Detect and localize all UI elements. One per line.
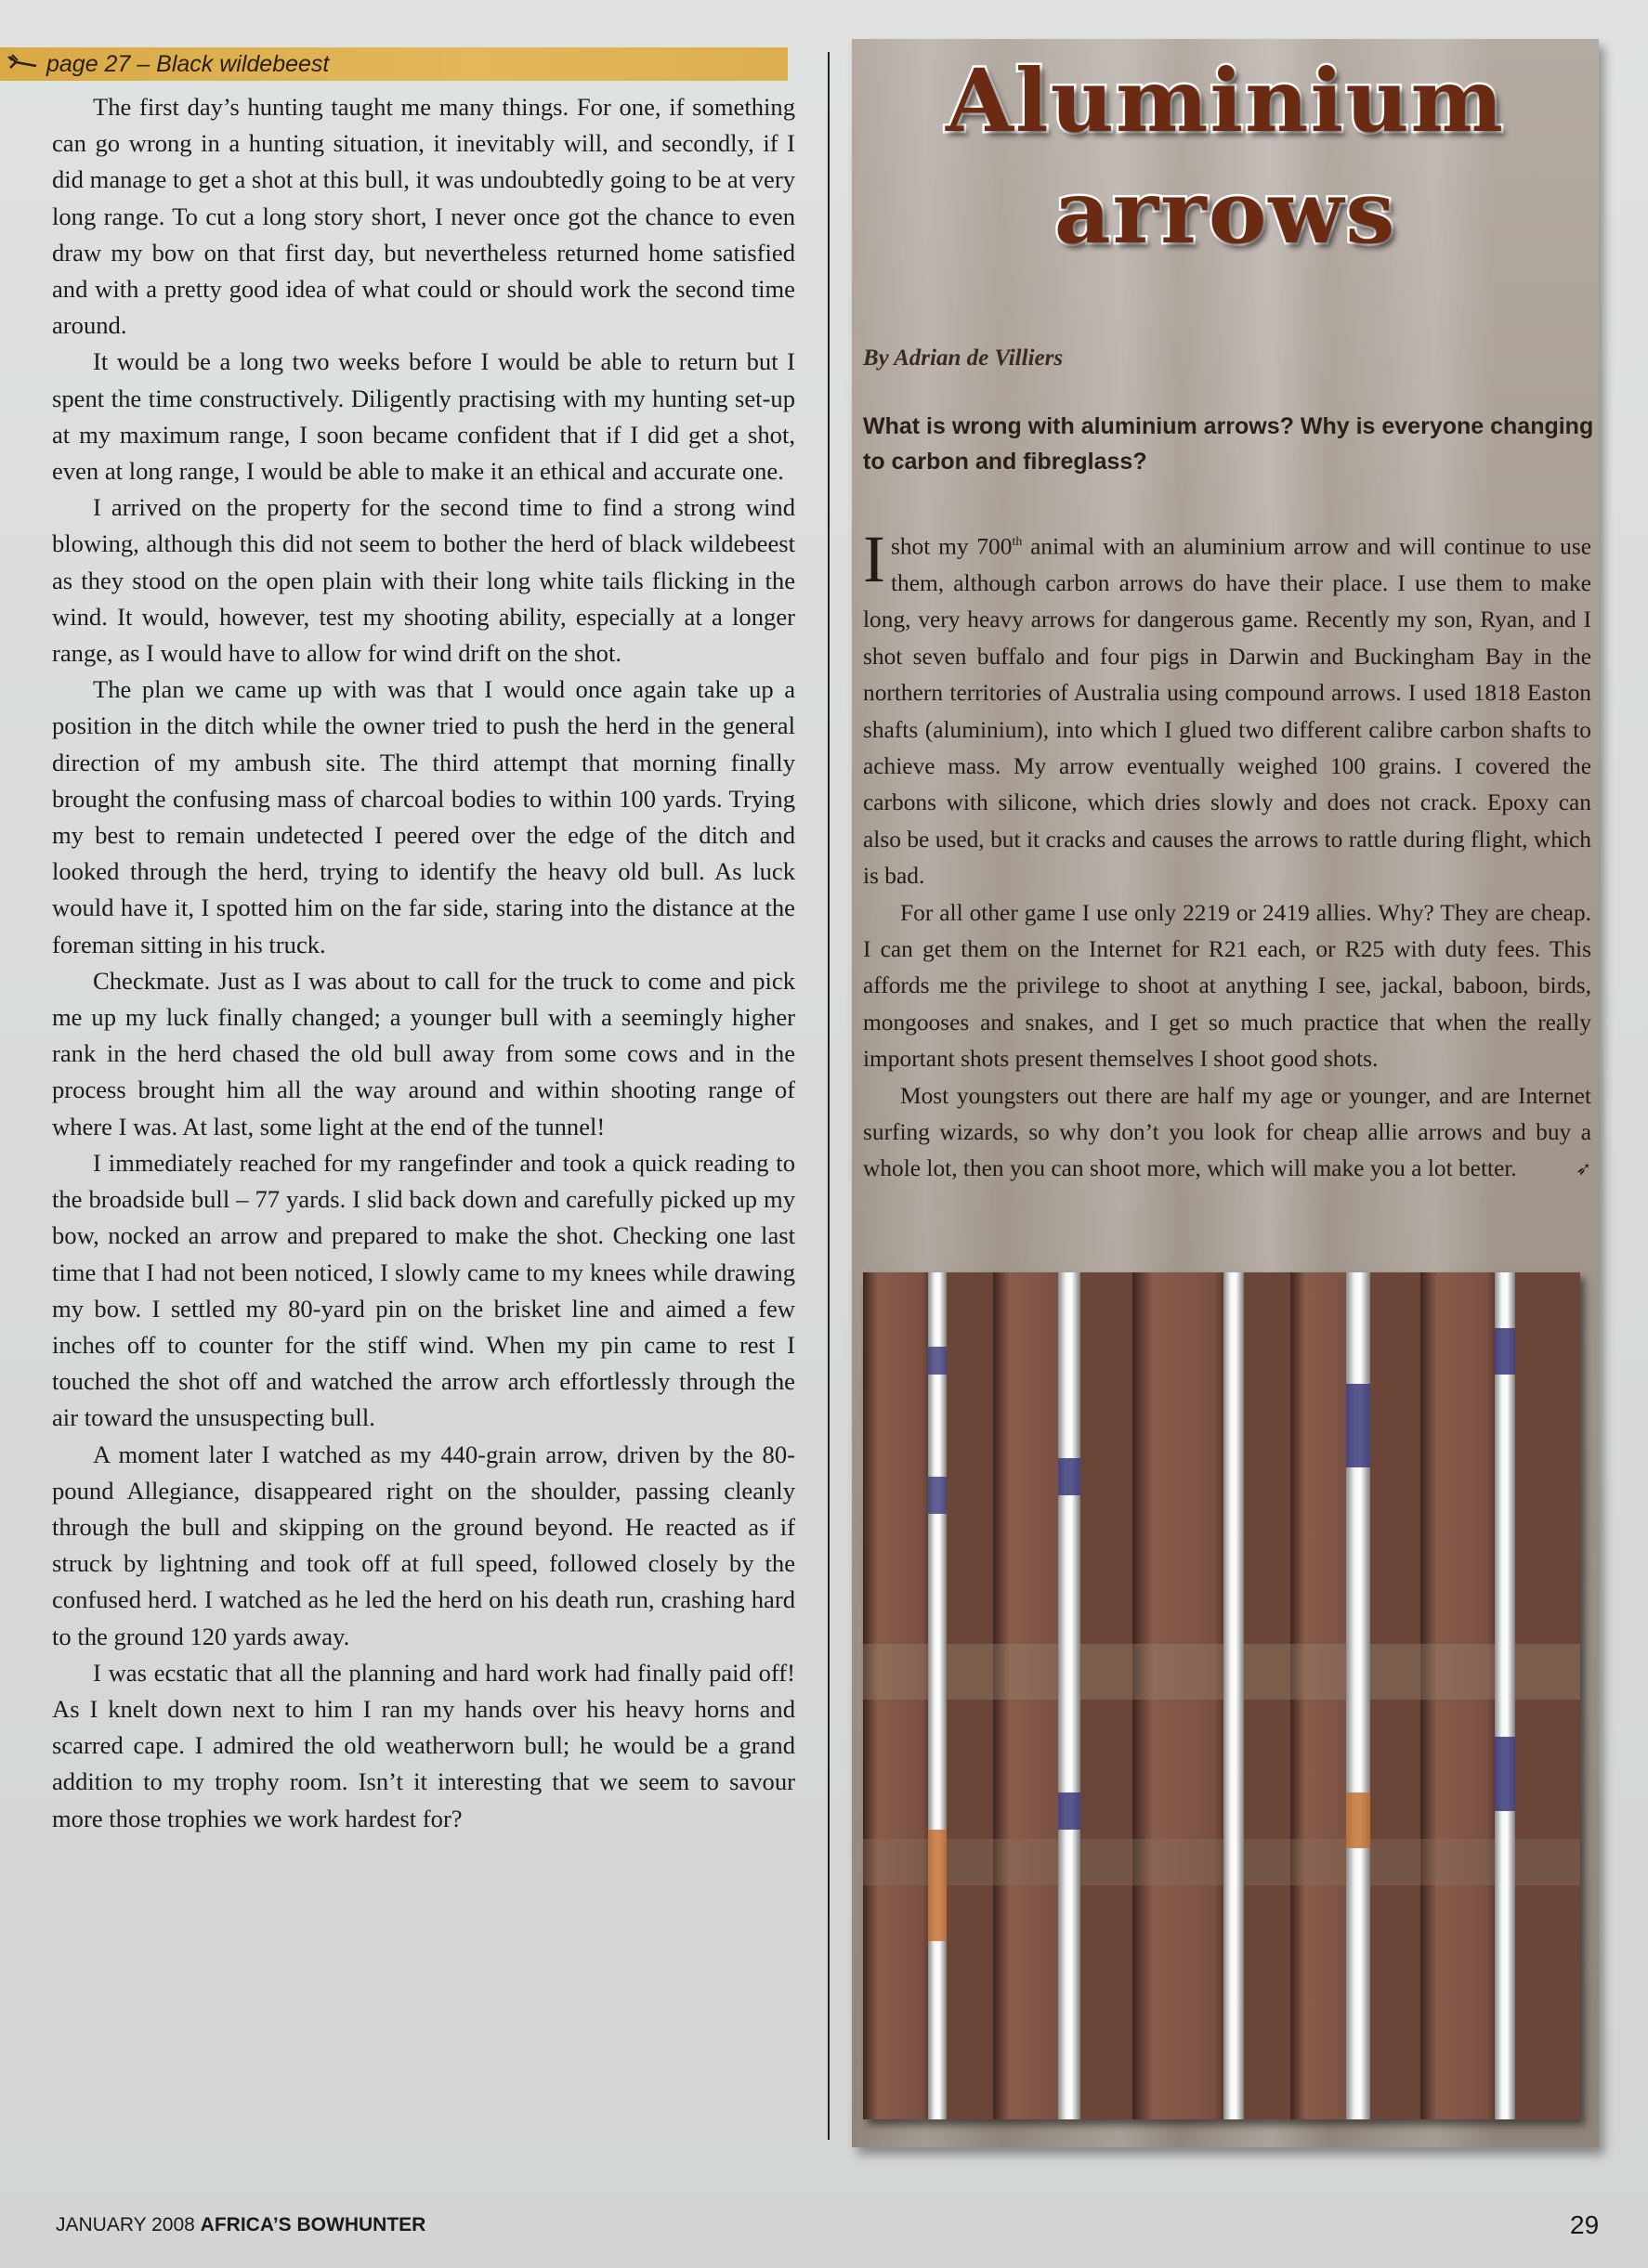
- paragraph: The first day’s hunting taught me many things. For one, if something can go wrong in a hunting situation, it inevitably will, and secondly, if I did manage to get a shot at this bull, it was undoubtedly going to be at very long range. To cut a long story short, I never once got the chance to even draw my bow on that first day, but nevertheless returned home satisfied and with a pretty good idea of what could or should work the second time around.: [52, 93, 795, 340]
- paragraph: The plan we came up with was that I would once again take up a position in the ditch while the owner tried to push the herd in the general direction of my ambush site. The third attempt that morning finally brought the confusing mass of charcoal bodies to within 100 yards. Trying my best to remain undetected I peered over the edge of the ditch and looked through the herd, trying to identify the heavy old bull. As luck would have it, I spotted him on the far side, staring into the distance at the foreman sitting in his truck.: [52, 675, 795, 958]
- end-mark-icon: ➶: [1576, 1157, 1591, 1180]
- drop-cap: I: [863, 522, 885, 596]
- page-number: 29: [1570, 2210, 1600, 2239]
- paragraph: I arrived on the property for the second time to find a strong wind blowing, although this did not seem to bother the herd of black wildebeest as they stood on the open plain with their long white tails flicking in the wind. It would, however, test my shooting ability, especially at a longer range, as I would have to allow for wind drift on the shot.: [52, 493, 795, 668]
- paragraph: It would be a long two weeks before I would be able to return but I spent the time constructively. Diligently practising with my hunting set-up at my maximum range, I soon became confident that if I did get a shot, even at long range, I would be able to make it an ethical and accurate one.: [52, 347, 795, 486]
- paragraph: For all other game I use only 2219 or 2419 allies. Why? They are cheap. I can get them on the Internet for R21 each, or R25 with duty fees. This affords me the privilege to shoot at anything I see, jackal, baboon, birds, mongooses and snakes, and I get so much practice that when the really important shots present themselves I shoot good shots.: [863, 899, 1591, 1073]
- continuation-label: page 27 – Black wildebeest: [46, 50, 330, 77]
- continuation-banner: [0, 47, 788, 81]
- superscript: th: [1012, 535, 1023, 549]
- paragraph: Checkmate. Just as I was about to call for the truck to come and pick me up my luck finally changed; a younger bull with a seemingly higher rank in the herd chased the old bull away from some cows and in the process brought him all the way around and within shooting range of where I was. At last, some light at the end of the tunnel!: [52, 966, 795, 1141]
- magazine-name: AFRICA’S BOWHUNTER: [200, 2214, 426, 2235]
- paragraph: I was ecstatic that all the planning and hard work had finally paid off! As I knelt down next to him I ran my hands over his heavy horns and scarred cape. I admired the old weatherworn bull; he would be a grand addition to my trophy room. Isn’t it interesting that we seem to savour more those trophies we work hardest for?: [52, 1658, 795, 1832]
- sidebar-title-line2: arrows: [1053, 162, 1397, 264]
- aluminium-arrows-photo: [863, 1272, 1580, 2119]
- paragraph-text: Most youngsters out there are half my age or younger, and are Internet surfing wizards, so why don’t you look for cheap allie arrows and buy a whole lot, then you can shoot more, which will make you a lot better.: [863, 1082, 1591, 1182]
- paragraph: [863, 1078, 1591, 1188]
- sidebar-title-line1: Aluminium: [945, 50, 1505, 152]
- sidebar-box: [852, 39, 1599, 2147]
- footer-issue: [56, 2214, 425, 2236]
- paragraph-text: animal with an aluminium arrow and will continue to use them, although carbon arrows do have their place. I use them to make long, very heavy arrows for dangerous game. Recently my son, Ryan, and I shot seven buffalo and four pigs in Darwin and Buckingham Bay in the northern territories of Australia using compound arrows. I used 1818 Easton shafts (aluminium), into which I glued two different calibre carbon shafts to achieve mass. My arrow eventually weighed 100 grains. I covered the carbons with silicone, which dries slowly and does not crack. Epoxy can also be used, but it cracks and causes the arrows to rattle during flight, which is bad.: [863, 533, 1591, 890]
- byline: By Adrian de Villiers: [863, 345, 1064, 371]
- paragraph: A moment later I watched as my 440-grain arrow, driven by the 80-pound Allegiance, disappeared right on the shoulder, passing cleanly through the bull and skipping on the ground beyond. He reacted as if struck by lightning and took off at full speed, followed closely by the confused herd. I watched as he led the herd on his death run, crashing hard to the ground 120 yards away.: [52, 1440, 795, 1650]
- paragraph: [863, 524, 1591, 895]
- paragraph: I immediately reached for my rangefinder and took a quick reading to the broadside bull – 77 yards. I slid back down and carefully picked up my bow, nocked an arrow and prepared to make the shot. Checking one last time that I had not been noticed, I slowly came to my knees while drawing my bow. I settled my 80-yard pin on the brisket line and aimed a few inches off to counter for the stiff wind. When my pin came to rest I touched the shot off and watched the arrow arch effortlessly through the air toward the unsuspecting bull.: [52, 1148, 795, 1432]
- article-body-right: [863, 524, 1591, 1188]
- column-divider: [828, 52, 830, 2140]
- standfirst: What is wrong with aluminium arrows? Why is everyone changing to carbon and fibreglass?: [863, 413, 1594, 475]
- article-body-left: [52, 89, 795, 1837]
- issue-date: JANUARY 2008: [56, 2214, 195, 2235]
- arrow-icon: [0, 47, 46, 81]
- paragraph-text: shot my 700: [890, 533, 1013, 560]
